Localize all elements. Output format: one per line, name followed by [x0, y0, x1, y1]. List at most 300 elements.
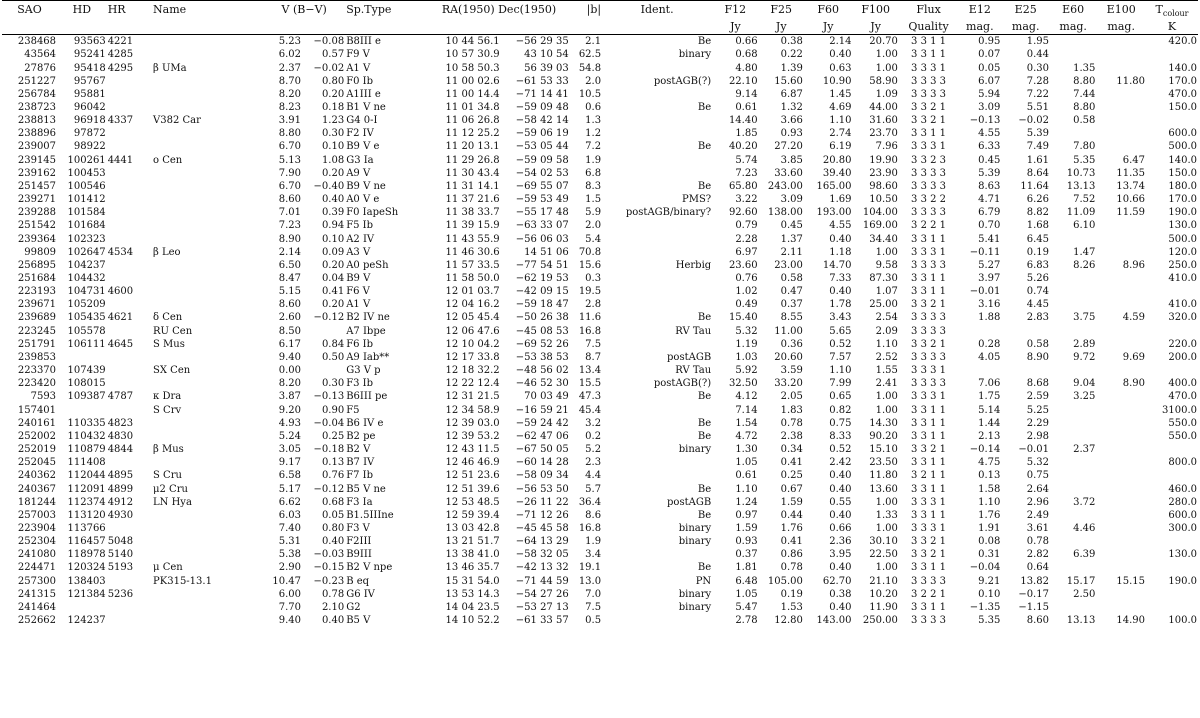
cell-ident	[602, 298, 712, 311]
cell-f100: 1.33	[875, 509, 898, 521]
cell-b-v: −0.04	[313, 417, 345, 429]
cell-e60	[1050, 469, 1096, 482]
cell-b-v: 0.80	[321, 522, 345, 534]
cell-sao: 257300	[17, 575, 57, 587]
cell-flux-quality: 3 3 3 1	[911, 365, 947, 377]
cell-f12: 6.48	[735, 575, 758, 587]
cell-hr: 4787	[107, 391, 134, 403]
cell-ident: binary	[678, 536, 712, 548]
cell-f25: 0.78	[780, 417, 803, 429]
cell-f12: 5.32	[735, 325, 758, 337]
cell-hr	[107, 456, 152, 469]
cell-dec: −62 47 06	[515, 430, 569, 442]
table-row	[2, 193, 1198, 206]
cell-name	[152, 588, 263, 601]
cell-f25: 0.44	[780, 509, 803, 521]
cell-gal-lat: 2.3	[585, 457, 602, 469]
cell-hr	[107, 298, 152, 311]
cell-sao: 224471	[17, 562, 57, 574]
cell-b-v: 0.57	[321, 49, 345, 61]
cell-hr: 4899	[107, 483, 134, 495]
cell-e60: 3.75	[1073, 312, 1096, 324]
cell-e25	[1001, 364, 1050, 377]
cell-name	[152, 601, 263, 614]
cell-dec: −77 54 51	[515, 259, 569, 271]
cell-sp-type: A9 V	[346, 167, 371, 179]
cell-flux-quality: 3 3 1 1	[911, 483, 947, 495]
cell-e25: 6.83	[1026, 259, 1049, 271]
cell-ident	[602, 272, 712, 285]
cell-hd: 95241	[73, 49, 106, 61]
cell-dec: 14 51 06	[524, 246, 569, 258]
cell-flux-quality: 3 3 1 1	[911, 404, 947, 416]
cell-e60: 0.58	[1073, 115, 1096, 127]
cell-e25: 5.51	[1026, 101, 1049, 113]
cell-e12: 5.27	[978, 259, 1001, 271]
cell-e100	[1096, 390, 1146, 403]
cell-name: S Crv	[153, 404, 182, 416]
cell-hr	[107, 272, 152, 285]
cell-flux-quality: 3 3 2 1	[911, 338, 947, 350]
cell-e12	[958, 364, 1001, 377]
cell-flux-quality: 3 3 1 1	[911, 430, 947, 442]
cell-b-v: −0.15	[313, 562, 345, 574]
cell-hr: 4337	[107, 115, 134, 127]
cell-e60	[1050, 233, 1096, 246]
cell-e25: 5.25	[1026, 404, 1049, 416]
cell-t-colour: 180.0	[1168, 180, 1197, 192]
cell-f60: 2.42	[829, 457, 852, 469]
cell-f25: 0.41	[780, 536, 803, 548]
cell-name: β Mus	[153, 444, 184, 456]
cell-ra: 12 39 53.2	[445, 430, 500, 442]
cell-f60: 62.70	[822, 575, 852, 587]
cell-gal-lat: 0.2	[585, 430, 602, 442]
cell-sao: 181244	[17, 496, 57, 508]
cell-f12: 0.68	[735, 49, 758, 61]
cell-flux-quality: 3 3 3 1	[911, 496, 947, 508]
cell-e25: 2.64	[1026, 483, 1049, 495]
cell-f60: 143.00	[816, 615, 852, 627]
cell-dec: −53 05 44	[515, 141, 569, 153]
cell-e12: −1.35	[969, 601, 1001, 613]
table-row	[2, 404, 1198, 417]
cell-e100: 8.90	[1122, 378, 1146, 390]
cell-f60: 0.40	[829, 601, 852, 613]
cell-sao: 240161	[17, 417, 57, 429]
cell-name	[152, 48, 263, 61]
cell-f25: 0.25	[780, 470, 803, 482]
cell-gal-lat: 0.5	[585, 615, 602, 627]
cell-t-colour: 3100.0	[1162, 404, 1197, 416]
cell-ra: 12 18 32.2	[445, 365, 500, 377]
table-row	[2, 575, 1198, 588]
cell-name	[152, 614, 263, 627]
cell-name	[152, 75, 263, 88]
cell-e60: 6.39	[1073, 549, 1096, 561]
cell-b-v: 0.94	[321, 220, 345, 232]
cell-f60: 0.55	[829, 496, 852, 508]
cell-sao: 252662	[17, 615, 57, 627]
table-row	[2, 140, 1198, 153]
cell-t-colour: 400.0	[1168, 378, 1197, 390]
cell-dec: −53 38 53	[515, 351, 569, 363]
cell-hd: 105209	[67, 299, 106, 311]
cell-flux-quality: 3 3 2 1	[911, 536, 947, 548]
cell-e12: 0.07	[978, 49, 1001, 61]
cell-hd: 112374	[67, 496, 106, 508]
table-row	[2, 233, 1198, 246]
cell-name: LN Hya	[153, 496, 192, 508]
cell-f25: 0.67	[780, 483, 803, 495]
cell-name: V382 Car	[153, 115, 201, 127]
cell-hr	[107, 575, 152, 588]
cell-e25: 3.61	[1026, 522, 1049, 534]
cell-f100: 10.20	[869, 588, 898, 600]
cell-e100	[1096, 35, 1146, 49]
cell-sp-type: B1 V ne	[346, 101, 386, 113]
header-fq-unit: Quality	[899, 20, 958, 35]
table-row	[2, 167, 1198, 180]
cell-dec: −61 53 33	[515, 75, 569, 87]
cell-e25: 2.82	[1026, 549, 1049, 561]
cell-f12: 2.28	[735, 233, 758, 245]
cell-ra: 12 04 16.2	[445, 299, 500, 311]
cell-dec: 70 03 49	[524, 391, 569, 403]
cell-sao: 257003	[17, 509, 57, 521]
cell-t-colour: 190.0	[1168, 207, 1197, 219]
cell-hd: 100261	[67, 154, 106, 166]
cell-sp-type: B6III pe	[346, 391, 388, 403]
cell-hr: 4621	[107, 312, 134, 324]
cell-e100	[1096, 62, 1146, 75]
table-row	[2, 390, 1198, 403]
header-fq: Flux	[916, 3, 941, 16]
cell-b-v: 0.76	[321, 470, 345, 482]
cell-b-v: 0.05	[321, 509, 345, 521]
cell-hr	[107, 180, 152, 193]
cell-e12: −0.11	[969, 246, 1001, 258]
cell-ra: 14 04 23.5	[445, 601, 500, 613]
cell-hd: 104237	[67, 259, 106, 271]
cell-f25: 0.19	[780, 588, 803, 600]
cell-t-colour	[1146, 48, 1198, 61]
cell-f12: 1.85	[735, 128, 758, 140]
cell-ra: 12 34 58.9	[445, 404, 500, 416]
cell-hd: 113766	[67, 522, 106, 534]
cell-e60: 1.35	[1073, 62, 1096, 74]
cell-hr: 4645	[107, 338, 134, 350]
cell-e12: 4.75	[978, 457, 1001, 469]
cell-hd: 113120	[67, 509, 106, 521]
cell-hd: 124237	[67, 615, 106, 627]
cell-hr	[107, 259, 152, 272]
cell-dec: −63 33 07	[515, 220, 569, 232]
cell-name	[152, 101, 263, 114]
cell-gal-lat: 1.2	[585, 128, 602, 140]
cell-gal-lat: 6.8	[585, 167, 602, 179]
cell-hd: 100453	[67, 167, 106, 179]
table-row	[2, 311, 1198, 324]
cell-sao: 27876	[24, 62, 57, 74]
cell-e60	[1050, 272, 1096, 285]
cell-sp-type: B9 V e	[346, 141, 380, 153]
cell-e12: 6.33	[978, 141, 1001, 153]
cell-f100: 1.00	[875, 496, 898, 508]
cell-hr: 4534	[107, 246, 134, 258]
cell-e25: −0.02	[1018, 115, 1049, 127]
cell-flux-quality: 3 3 1 1	[911, 273, 947, 284]
table-row	[2, 35, 1198, 49]
cell-ident	[602, 285, 712, 298]
cell-dec: −64 13 29	[515, 536, 569, 548]
cell-dec: −45 08 53	[515, 325, 569, 337]
cell-sp-type: B2 V	[346, 444, 371, 456]
cell-gal-lat: 8.6	[585, 509, 602, 521]
cell-ra: 11 39 15.9	[445, 220, 500, 232]
cell-gal-lat: 70.8	[578, 246, 602, 258]
cell-dec: −58 09 34	[515, 470, 569, 482]
cell-name: RU Cen	[153, 325, 193, 337]
cell-v-mag: 5.23	[278, 36, 302, 48]
cell-e25: 0.19	[1026, 246, 1049, 258]
cell-b-v: 1.08	[321, 154, 345, 166]
cell-f100: 2.09	[875, 325, 898, 337]
cell-e12: 5.39	[978, 167, 1001, 179]
cell-f25: 1.39	[780, 62, 803, 74]
cell-gal-lat: 16.8	[578, 522, 602, 534]
cell-b-v: −0.03	[313, 549, 345, 561]
cell-f12: 6.97	[735, 246, 758, 258]
cell-f25: 0.22	[780, 49, 803, 61]
cell-sp-type: A1 V	[346, 62, 371, 74]
cell-f100: 20.70	[869, 36, 898, 48]
cell-b-v: 0.41	[321, 286, 345, 298]
cell-ra: 11 46 30.6	[445, 246, 500, 258]
cell-b-v: 0.40	[321, 194, 345, 206]
cell-t-colour: 460.0	[1168, 483, 1197, 495]
cell-hr: 4823	[107, 417, 134, 429]
cell-e100	[1096, 561, 1146, 574]
cell-ident	[602, 127, 712, 140]
cell-e100	[1096, 469, 1146, 482]
cell-b-v: 0.13	[321, 457, 345, 469]
cell-f12: 1.54	[735, 417, 758, 429]
cell-name	[152, 272, 263, 285]
cell-e25: 2.83	[1026, 312, 1049, 324]
cell-v-mag: 2.90	[278, 562, 302, 574]
cell-e25: 4.45	[1026, 299, 1049, 311]
cell-dec: −42 13 32	[515, 562, 569, 574]
cell-e25: 7.28	[1026, 75, 1049, 87]
cell-f25: 3.09	[780, 194, 803, 206]
cell-dec: −59 09 48	[515, 101, 569, 113]
cell-f100: 31.60	[869, 115, 898, 127]
cell-flux-quality: 3 3 3 3	[911, 167, 947, 179]
cell-f100: 9.58	[875, 259, 898, 271]
header-sao-unit	[2, 20, 57, 35]
cell-ra: 13 21 51.7	[445, 536, 500, 548]
cell-gal-lat: 0.3	[585, 273, 602, 284]
cell-f12: 5.47	[735, 601, 758, 613]
cell-t-colour: 280.0	[1168, 496, 1197, 508]
cell-flux-quality: 3 3 1 1	[911, 457, 947, 469]
cell-gal-lat: 62.5	[578, 49, 602, 61]
cell-f100: 34.40	[869, 233, 898, 245]
cell-ident	[602, 219, 712, 232]
cell-b-v: −0.12	[313, 483, 345, 495]
header-f100: F100	[861, 3, 890, 16]
cell-sao: 43564	[24, 49, 57, 61]
cell-dec: −62 19 53	[515, 273, 569, 284]
cell-e60	[1050, 127, 1096, 140]
cell-dec: −53 27 13	[515, 601, 569, 613]
cell-gal-lat: 1.9	[585, 154, 602, 166]
cell-e25: 5.32	[1026, 457, 1049, 469]
cell-sao: 239271	[17, 194, 57, 206]
cell-b-v: 0.80	[321, 75, 345, 87]
cell-dec: 43 10 54	[524, 49, 569, 61]
cell-b-v: 0.30	[321, 378, 345, 390]
cell-sao: 251791	[17, 338, 57, 350]
cell-hd: 101684	[67, 220, 106, 232]
cell-b-v: 0.78	[321, 588, 345, 600]
cell-f100: 1.09	[875, 88, 898, 100]
cell-hr	[107, 377, 152, 390]
cell-gal-lat: 36.4	[578, 496, 602, 508]
header-tc: $T_{colour}$	[1155, 3, 1189, 19]
cell-b-v: 0.68	[321, 496, 345, 508]
cell-f12: 1.59	[735, 522, 758, 534]
cell-b-v: 0.39	[321, 207, 345, 219]
cell-e100	[1096, 338, 1146, 351]
cell-flux-quality: 3 3 3 3	[911, 75, 947, 87]
cell-f25: 0.41	[780, 457, 803, 469]
cell-ra: 11 43 55.9	[445, 233, 500, 245]
cell-f60: 0.38	[829, 588, 852, 600]
cell-f60: 0.40	[829, 562, 852, 574]
cell-ident: Be	[697, 312, 712, 324]
cell-dec: −45 45 58	[515, 522, 569, 534]
cell-t-colour: 550.0	[1168, 430, 1197, 442]
table-row	[2, 443, 1198, 456]
cell-f60: 7.33	[829, 273, 852, 284]
cell-flux-quality: 3 3 3 3	[911, 88, 947, 100]
cell-hd: 95418	[73, 62, 106, 74]
cell-f25: 23.00	[774, 259, 803, 271]
table-row	[2, 75, 1198, 88]
cell-e12: 0.05	[978, 62, 1001, 74]
cell-f100: 21.10	[869, 575, 898, 587]
cell-t-colour: 320.0	[1168, 312, 1197, 324]
cell-f100: 2.54	[875, 312, 898, 324]
cell-e25: 8.60	[1026, 615, 1049, 627]
cell-hr: 4295	[107, 62, 134, 74]
cell-e100: 9.69	[1122, 351, 1146, 363]
cell-f25: 6.87	[780, 88, 803, 100]
cell-e12: 3.97	[978, 273, 1001, 284]
cell-ident	[602, 88, 712, 101]
cell-flux-quality: 3 2 2 1	[911, 588, 947, 600]
header-tc-unit: K	[1146, 20, 1198, 35]
cell-gal-lat: 5.7	[585, 483, 602, 495]
cell-hr	[107, 140, 152, 153]
cell-f25: 0.47	[780, 286, 803, 298]
cell-f60: 8.33	[829, 430, 852, 442]
cell-f100: 13.60	[869, 483, 898, 495]
cell-v-mag: 7.70	[278, 601, 302, 613]
cell-b-v: 0.30	[321, 128, 345, 140]
cell-f60: 7.57	[829, 351, 852, 363]
cell-ra: 13 38 41.0	[445, 549, 500, 561]
cell-sp-type: A3 V	[346, 246, 371, 258]
cell-f12: 5.92	[735, 365, 758, 377]
cell-e60: 4.46	[1073, 522, 1096, 534]
cell-gal-lat: 15.6	[578, 259, 602, 271]
cell-flux-quality: 3 3 2 1	[911, 115, 947, 127]
cell-sao: 239288	[17, 207, 57, 219]
cell-sp-type: A2 IV	[346, 233, 375, 245]
table-row	[2, 62, 1198, 75]
header-sao: SAO	[17, 3, 42, 16]
cell-sp-type: F2 IV	[346, 128, 374, 140]
cell-sao: 223904	[17, 522, 57, 534]
cell-e25: 8.82	[1026, 207, 1049, 219]
cell-f12: 15.40	[728, 312, 758, 324]
cell-f12: 65.80	[728, 180, 758, 192]
cell-hd: 109387	[67, 391, 106, 403]
cell-ra: 13 53 14.3	[445, 588, 500, 600]
cell-f25: 27.20	[774, 141, 803, 153]
cell-b-v: 0.10	[321, 233, 345, 245]
cell-sao: 241315	[17, 588, 57, 600]
cell-e25: 8.64	[1026, 167, 1049, 179]
header-ra: RA(1950) Dec(1950)	[441, 3, 557, 16]
cell-flux-quality: 3 3 1 1	[911, 233, 947, 245]
cell-t-colour	[1146, 588, 1198, 601]
cell-sao: 240362	[17, 470, 57, 482]
cell-b-v: 0.50	[321, 351, 345, 363]
cell-e100	[1096, 219, 1146, 232]
cell-flux-quality: 3 3 3 3	[911, 207, 947, 219]
cell-sp-type: F5	[346, 404, 360, 416]
cell-f25: 0.37	[780, 299, 803, 311]
cell-f12: 0.79	[735, 220, 758, 232]
header-name-unit	[152, 20, 263, 35]
cell-ident: postAGB(?)	[653, 75, 712, 87]
cell-dec: −54 02 53	[515, 167, 569, 179]
cell-flux-quality: 3 3 2 1	[911, 299, 947, 311]
cell-hr: 5193	[107, 562, 134, 574]
cell-f60: 0.40	[829, 286, 852, 298]
cell-flux-quality: 3 3 1 1	[911, 509, 947, 521]
cell-ra: 13 03 42.8	[445, 522, 500, 534]
cell-f25: 243.00	[767, 180, 803, 192]
header-b: |b|	[586, 3, 602, 16]
cell-e25: 1.95	[1026, 36, 1049, 48]
table-row	[2, 272, 1198, 285]
cell-e100	[1096, 601, 1146, 614]
cell-dec: −71 44 59	[515, 575, 569, 587]
cell-name: β Leo	[153, 246, 181, 258]
cell-v-mag: 7.23	[278, 220, 302, 232]
cell-e60	[1050, 430, 1096, 443]
cell-e25: 2.96	[1026, 496, 1049, 508]
cell-f25: 0.36	[780, 338, 803, 350]
cell-hr	[107, 75, 152, 88]
cell-name	[152, 233, 263, 246]
cell-v-mag: 3.05	[278, 444, 302, 456]
